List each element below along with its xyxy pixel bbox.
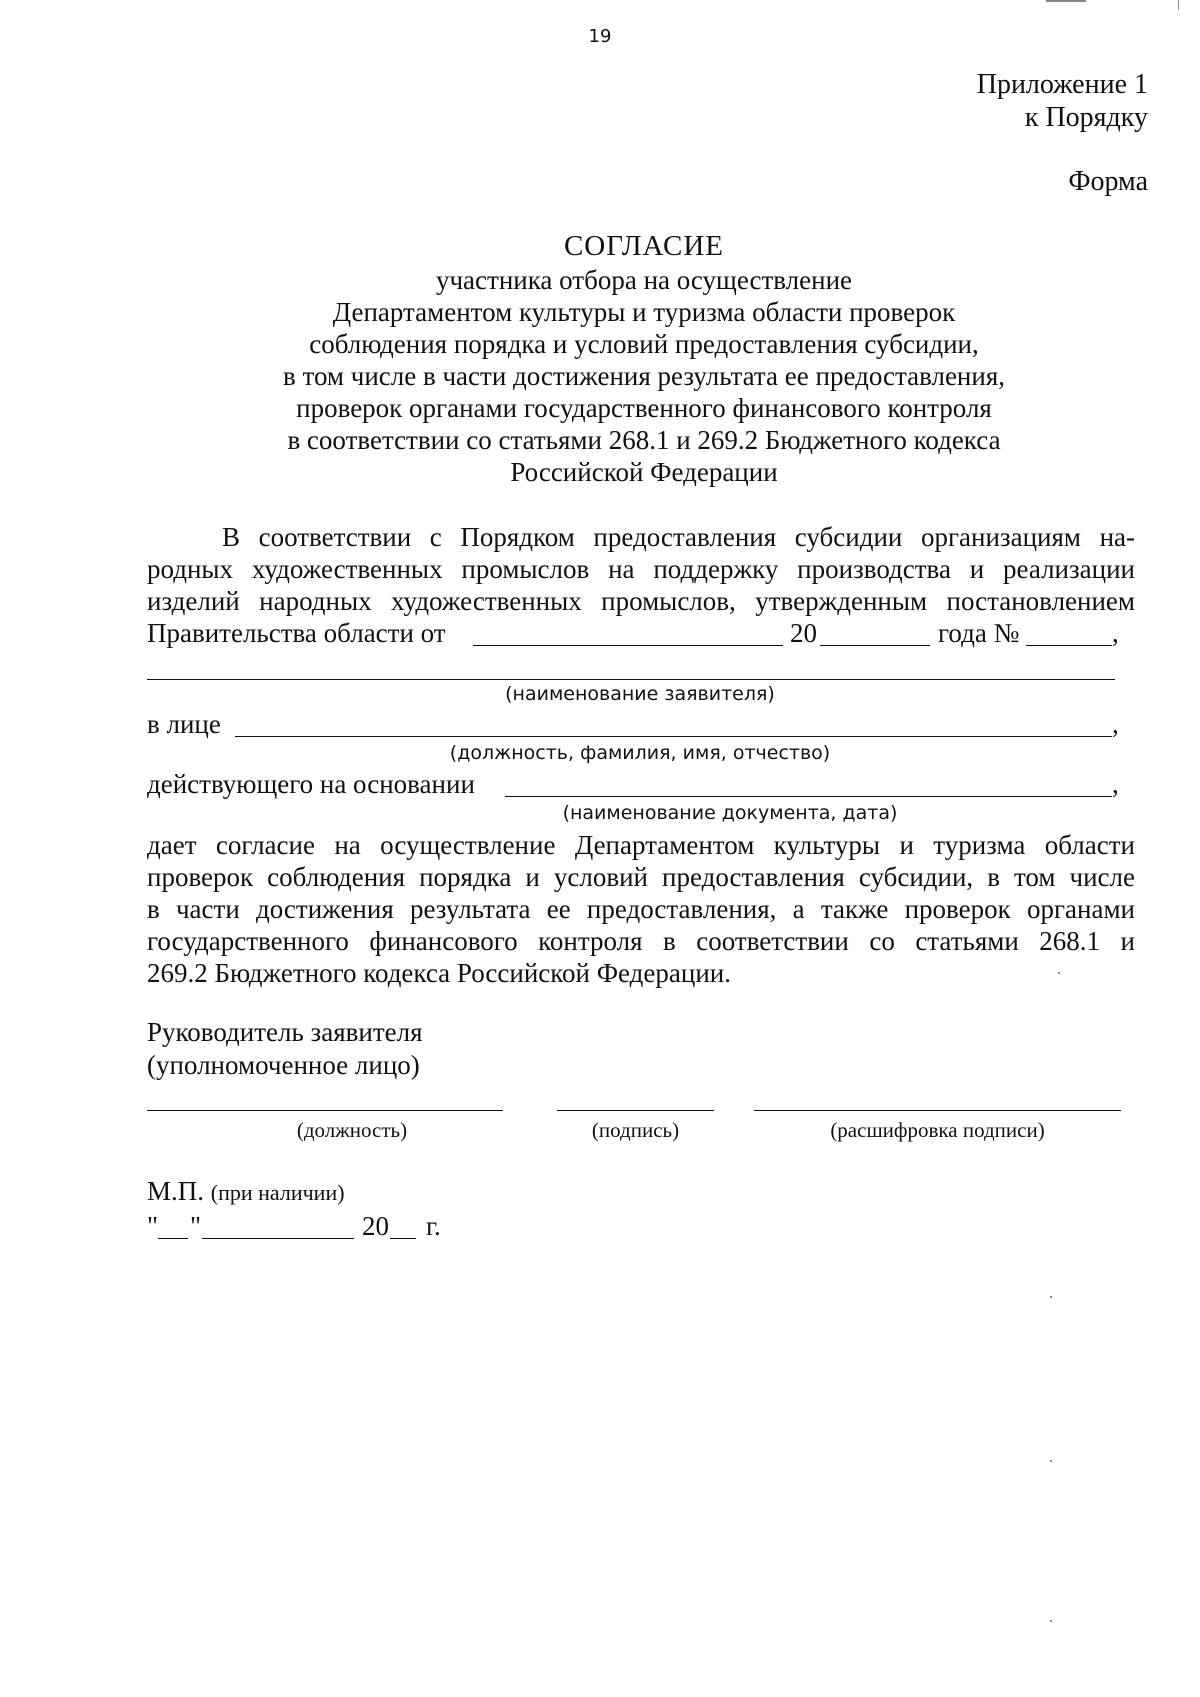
title-line: проверок органами государственного финансового контроля [296,393,992,423]
number-blank [1026,645,1112,646]
consent-last-line: 269.2 Бюджетного кодекса Российской Федерации. [147,958,731,988]
signature-caption: (подпись) [591,1118,680,1142]
applicant-name-blank [147,679,1115,680]
basis-blank [505,796,1112,797]
stamp-mp: М.П. [147,1176,205,1206]
year-prefix: 20 [790,618,817,648]
applicant-caption: (наименование заявителя) [505,683,775,705]
signature-decoding-blank [754,1110,1121,1111]
stamp-year-prefix: 20 [362,1211,389,1241]
in-person-blank [235,736,1112,737]
year-blank [820,645,930,646]
stamp-label [147,1175,345,1209]
title-line: участника отбора на осуществление [435,265,853,295]
consent-line: проверок соблюдения порядка и условий предоставления субсидии, в том числе [147,862,1135,892]
scan-artifact [1046,0,1086,2]
date-blank [473,645,783,646]
page-number: 19 [588,26,612,47]
stamp-month-blank [202,1238,354,1239]
date-prefix: Правительства области от [147,618,446,648]
consent-line: в части достижения результата ее предоставления, а также проверок органами [147,894,1135,924]
intro-line: родных художественных промыслов на поддержку производства и реализации [147,554,1135,584]
date-line-comma: , [1112,618,1119,648]
title-line: Российской Федерации [510,457,778,487]
signatory-title: Руководитель заявителя [147,1017,423,1047]
in-person-caption: (должность, фамилия, имя, отчество) [449,742,831,764]
appendix-title: Приложение 1 [976,69,1148,100]
consent-line: дает согласие на осуществление Департаментом культуры и туризма области [147,830,1135,860]
in-person-comma: , [1112,709,1119,739]
consent-line: государственного финансового контроля в соответствии со статьями 268.1 и [147,926,1135,956]
scan-artifact [1178,0,1179,10]
scan-artifact [1050,1620,1052,1622]
stamp-day-blank [158,1238,188,1239]
in-person-label: в лице [147,709,221,739]
intro-line: В соответствии с Порядком предоставления субсидии организациям на- [222,522,1135,552]
scan-artifact [1058,972,1060,974]
scan-artifact [1050,1296,1052,1298]
basis-caption: (наименование документа, дата) [562,802,898,824]
basis-label: действующего на основании [147,769,475,799]
stamp-year-blank [390,1238,416,1239]
intro-line: изделий народных художественных промыслов, утвержденным постановлением [147,586,1135,616]
number-label: года № [938,618,1020,648]
appendix-subtitle: к Порядку [1024,102,1148,133]
stamp-note: (при наличии) [210,1180,345,1205]
signatory-subtitle: (уполномоченное лицо) [147,1050,420,1080]
title-line: соблюдения порядка и условий предоставления субсидии, [309,329,979,359]
decoding-caption: (расшифровка подписи) [830,1118,1045,1142]
position-caption: (должность) [296,1118,408,1142]
stamp-quote-open: " [147,1211,159,1241]
signature-blank [557,1110,714,1111]
form-label: Форма [1068,166,1148,197]
basis-comma: , [1112,769,1119,799]
document-heading: СОГЛАСИЕ [563,230,725,262]
position-blank [147,1110,503,1111]
stamp-quote-close: " [190,1211,202,1241]
scan-artifact [1050,1460,1052,1462]
title-line: в том числе в части достижения результата ее предоставления, [283,361,1005,391]
stamp-year-suffix: г. [426,1211,441,1241]
title-line: Департаментом культуры и туризма области проверок [332,297,956,327]
title-line: в соответствии со статьями 268.1 и 269.2 Бюджетного кодекса [287,425,1001,455]
